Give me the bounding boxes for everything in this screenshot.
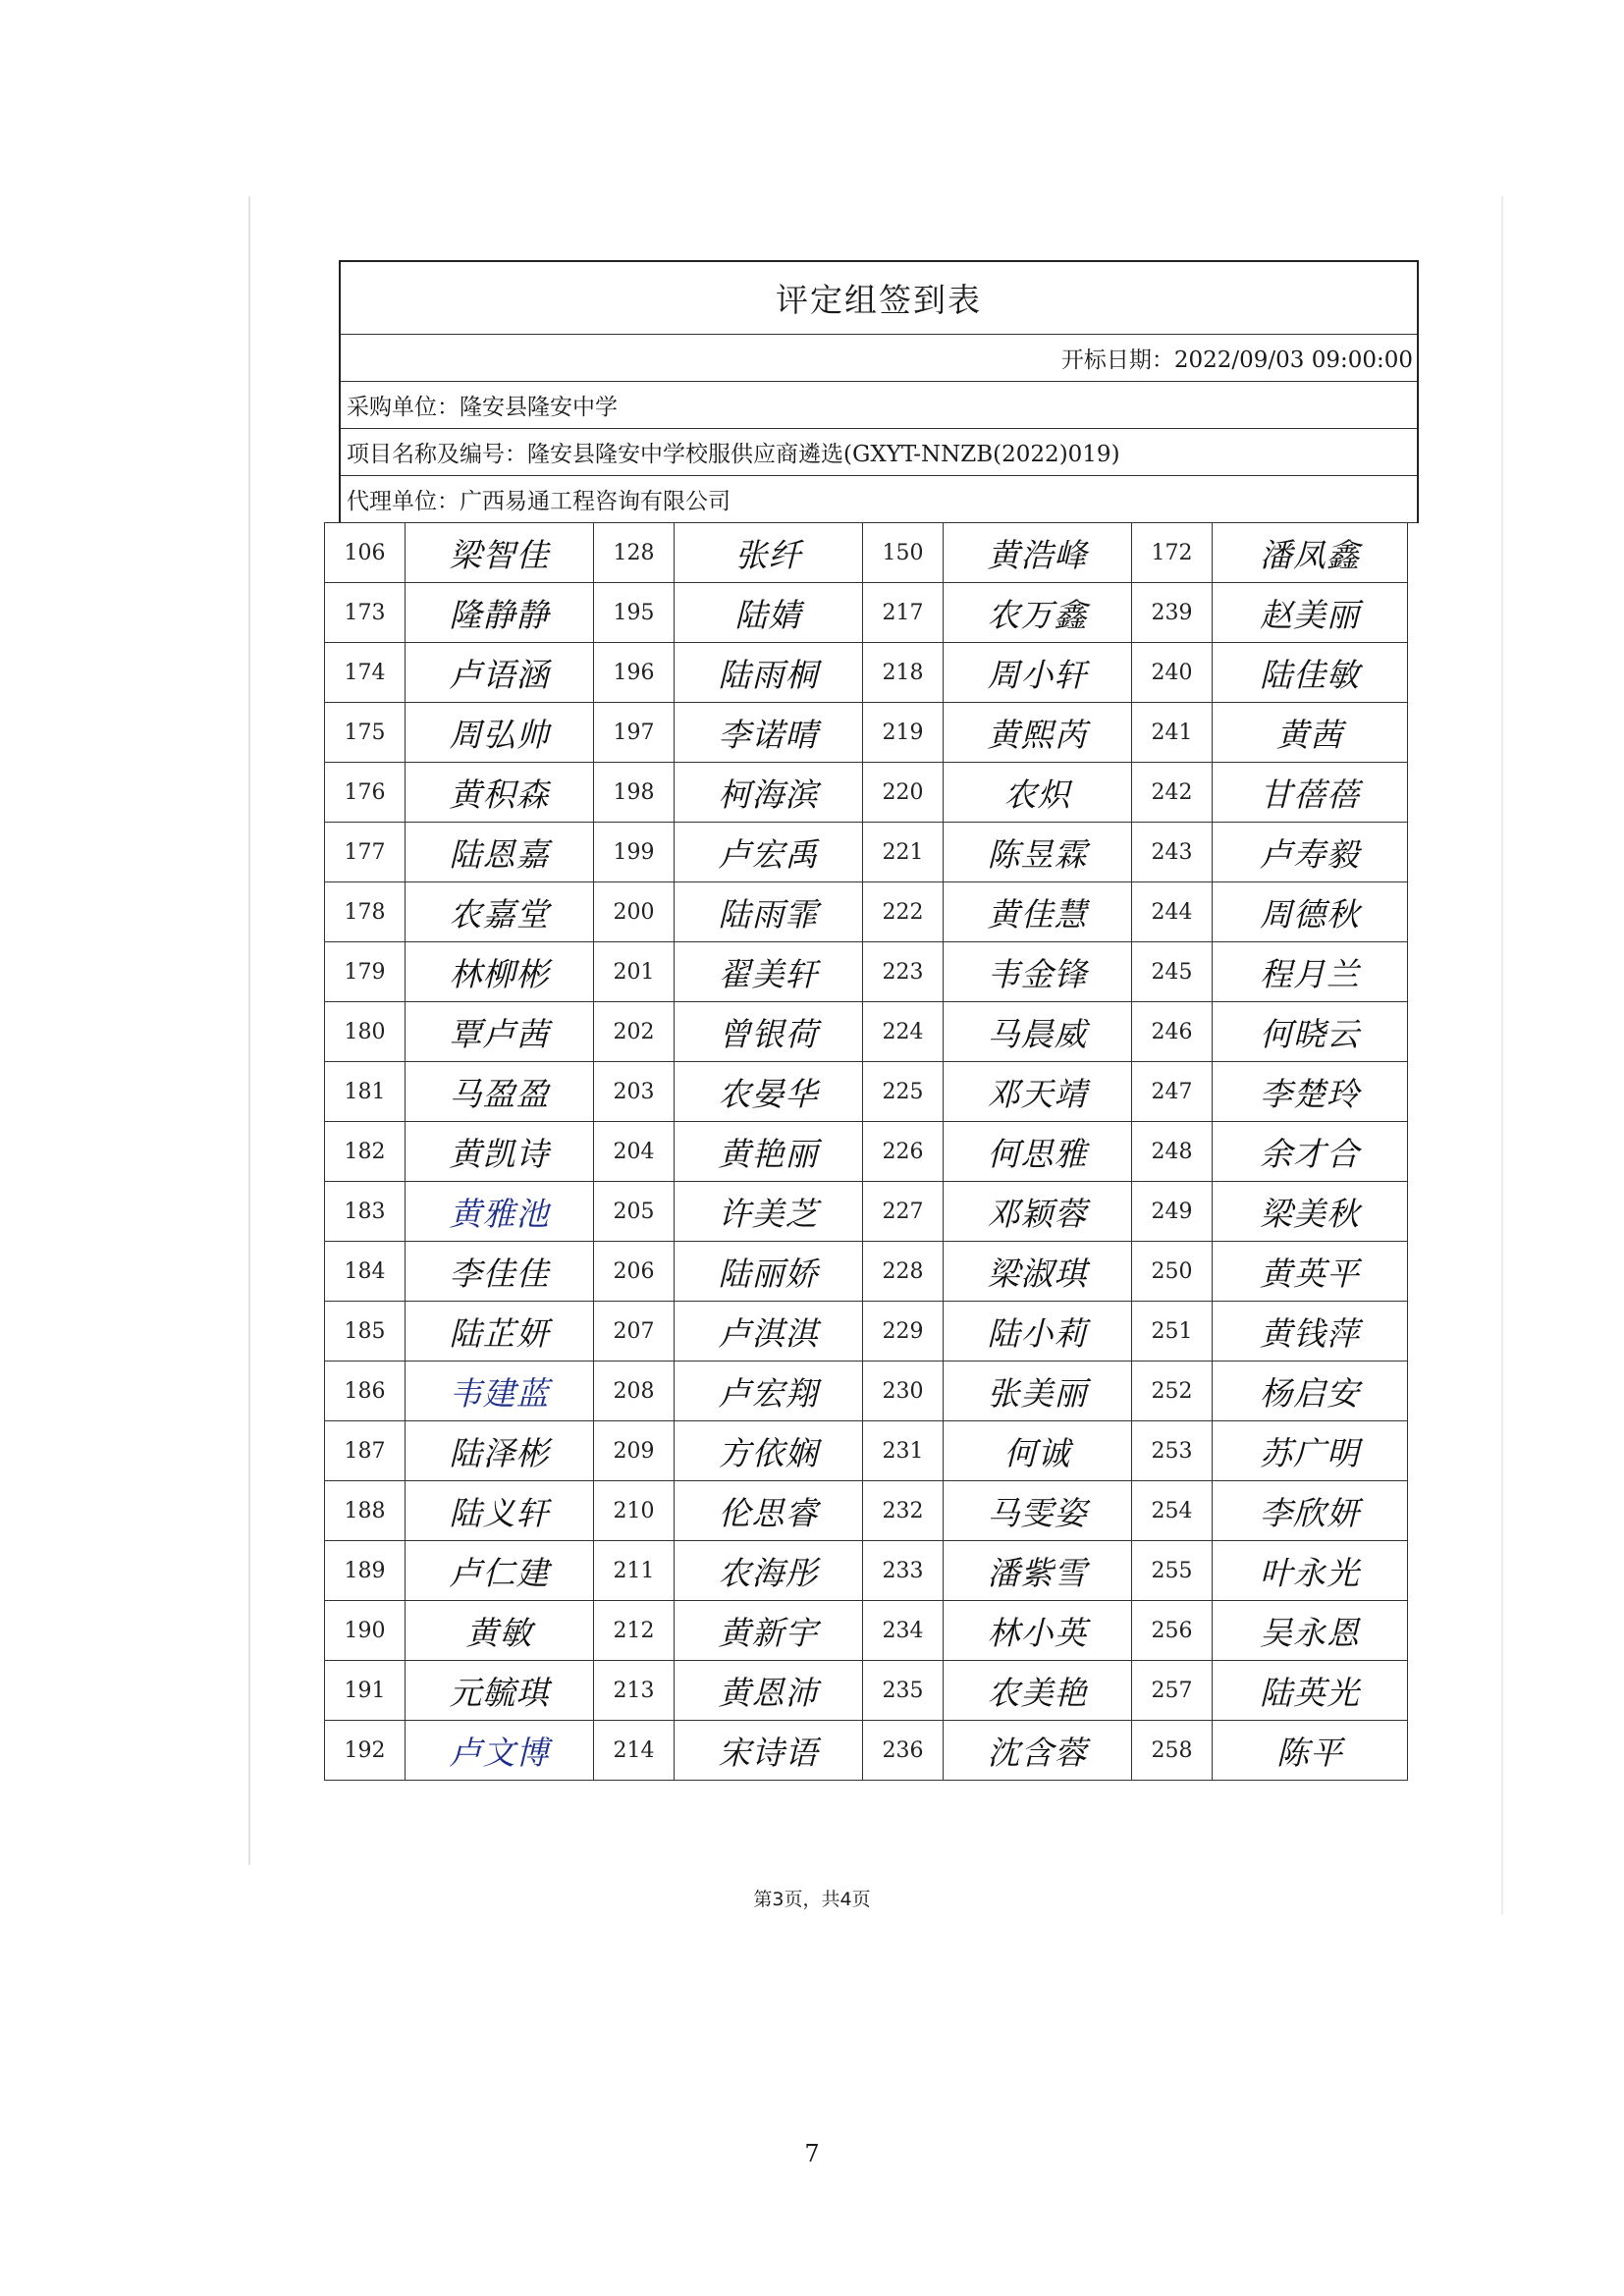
seat-number: 173	[325, 583, 406, 643]
signature: 隆静静	[406, 583, 594, 643]
signature: 张美丽	[944, 1362, 1132, 1421]
seat-number: 204	[594, 1122, 675, 1182]
signature: 李楚玲	[1213, 1062, 1408, 1122]
seat-number: 175	[325, 703, 406, 763]
table-row	[325, 1601, 1408, 1661]
signature: 叶永光	[1213, 1541, 1408, 1601]
seat-number: 191	[325, 1661, 406, 1721]
table-row	[325, 1661, 1408, 1721]
signature: 许美芝	[675, 1182, 863, 1242]
signature: 张纤	[675, 523, 863, 583]
signature: 李欣妍	[1213, 1481, 1408, 1541]
signature: 吴永恩	[1213, 1601, 1408, 1661]
seat-number: 222	[863, 882, 944, 942]
seat-number: 179	[325, 942, 406, 1002]
signature: 黄凯诗	[406, 1122, 594, 1182]
signature: 曾银荷	[675, 1002, 863, 1062]
seat-number: 217	[863, 583, 944, 643]
signature: 黄茜	[1213, 703, 1408, 763]
signature: 卢淇淇	[675, 1302, 863, 1362]
signature: 李佳佳	[406, 1242, 594, 1302]
seat-number: 196	[594, 643, 675, 703]
signature: 梁智佳	[406, 523, 594, 583]
signature: 黄熙芮	[944, 703, 1132, 763]
purchaser: 采购单位：隆安县隆安中学	[341, 382, 1417, 429]
signature: 陆义轩	[406, 1481, 594, 1541]
seat-number: 197	[594, 703, 675, 763]
seat-number: 211	[594, 1541, 675, 1601]
table-row	[325, 1062, 1408, 1122]
signature: 林小英	[944, 1601, 1132, 1661]
signature: 杨启安	[1213, 1362, 1408, 1421]
seat-number: 213	[594, 1661, 675, 1721]
sign-in-form	[339, 260, 1419, 523]
signature: 陆英光	[1213, 1661, 1408, 1721]
agent: 代理单位：广西易通工程咨询有限公司	[341, 476, 1417, 523]
seat-number: 241	[1132, 703, 1213, 763]
seat-number: 198	[594, 763, 675, 823]
signature: 梁美秋	[1213, 1182, 1408, 1242]
signature: 陆佳敏	[1213, 643, 1408, 703]
opening-date: 开标日期：2022/09/03 09:00:00	[341, 335, 1417, 382]
table-row	[325, 1242, 1408, 1302]
signature: 黄雅池	[406, 1182, 594, 1242]
signature: 农晏华	[675, 1062, 863, 1122]
signature: 陈平	[1213, 1721, 1408, 1781]
seat-number: 223	[863, 942, 944, 1002]
signature: 马晨威	[944, 1002, 1132, 1062]
project-name: 项目名称及编号：隆安县隆安中学校服供应商遴选(GXYT-NNZB(2022)019)	[341, 429, 1417, 476]
seat-number: 201	[594, 942, 675, 1002]
signature: 陆婧	[675, 583, 863, 643]
seat-number: 209	[594, 1421, 675, 1481]
seat-number: 206	[594, 1242, 675, 1302]
signature: 伦思睿	[675, 1481, 863, 1541]
seat-number: 227	[863, 1182, 944, 1242]
signature: 何思雅	[944, 1122, 1132, 1182]
seat-number: 232	[863, 1481, 944, 1541]
signature: 潘紫雪	[944, 1541, 1132, 1601]
signature: 黄积森	[406, 763, 594, 823]
signature: 黄钱萍	[1213, 1302, 1408, 1362]
seat-number: 250	[1132, 1242, 1213, 1302]
signature: 潘凤鑫	[1213, 523, 1408, 583]
seat-number: 192	[325, 1721, 406, 1781]
seat-number: 230	[863, 1362, 944, 1421]
table-row	[325, 583, 1408, 643]
signature: 马盈盈	[406, 1062, 594, 1122]
seat-number: 214	[594, 1721, 675, 1781]
form-title: 评定组签到表	[341, 262, 1417, 335]
seat-number: 199	[594, 823, 675, 882]
signature: 何诚	[944, 1421, 1132, 1481]
seat-number: 128	[594, 523, 675, 583]
signature: 农万鑫	[944, 583, 1132, 643]
seat-number: 251	[1132, 1302, 1213, 1362]
seat-number: 172	[1132, 523, 1213, 583]
signature: 宋诗语	[675, 1721, 863, 1781]
signature: 沈含蓉	[944, 1721, 1132, 1781]
seat-number: 229	[863, 1302, 944, 1362]
seat-number: 236	[863, 1721, 944, 1781]
seat-number: 207	[594, 1302, 675, 1362]
table-row	[325, 1421, 1408, 1481]
table-row	[325, 882, 1408, 942]
signature: 马雯姿	[944, 1481, 1132, 1541]
signature: 黄新宇	[675, 1601, 863, 1661]
signature: 元毓琪	[406, 1661, 594, 1721]
seat-number: 195	[594, 583, 675, 643]
signature: 农炽	[944, 763, 1132, 823]
seat-number: 190	[325, 1601, 406, 1661]
seat-number: 242	[1132, 763, 1213, 823]
signature: 陆芷妍	[406, 1302, 594, 1362]
seat-number: 208	[594, 1362, 675, 1421]
seat-number: 187	[325, 1421, 406, 1481]
seat-number: 220	[863, 763, 944, 823]
signature: 农嘉堂	[406, 882, 594, 942]
signature: 柯海滨	[675, 763, 863, 823]
form-header	[339, 260, 1419, 523]
signature: 黄敏	[406, 1601, 594, 1661]
seat-number: 178	[325, 882, 406, 942]
seat-number: 231	[863, 1421, 944, 1481]
signature: 陆恩嘉	[406, 823, 594, 882]
signature: 林柳彬	[406, 942, 594, 1002]
table-row	[325, 703, 1408, 763]
table-row	[325, 1302, 1408, 1362]
seat-number: 255	[1132, 1541, 1213, 1601]
signature: 卢寿毅	[1213, 823, 1408, 882]
seat-number: 257	[1132, 1661, 1213, 1721]
seat-number: 188	[325, 1481, 406, 1541]
table-row	[325, 643, 1408, 703]
seat-number: 205	[594, 1182, 675, 1242]
seat-number: 228	[863, 1242, 944, 1302]
seat-number: 183	[325, 1182, 406, 1242]
seat-number: 176	[325, 763, 406, 823]
signature: 陆泽彬	[406, 1421, 594, 1481]
seat-number: 249	[1132, 1182, 1213, 1242]
signature: 黄艳丽	[675, 1122, 863, 1182]
signature: 黄恩沛	[675, 1661, 863, 1721]
seat-number: 247	[1132, 1062, 1213, 1122]
scan-edge-right	[1501, 196, 1503, 1914]
seat-number: 184	[325, 1242, 406, 1302]
table-row	[325, 1002, 1408, 1062]
signature: 李诺晴	[675, 703, 863, 763]
seat-number: 210	[594, 1481, 675, 1541]
seat-number: 233	[863, 1541, 944, 1601]
seat-number: 150	[863, 523, 944, 583]
signature: 苏广明	[1213, 1421, 1408, 1481]
seat-number: 243	[1132, 823, 1213, 882]
seat-number: 253	[1132, 1421, 1213, 1481]
signature: 陈昱霖	[944, 823, 1132, 882]
table-row	[325, 823, 1408, 882]
seat-number: 106	[325, 523, 406, 583]
seat-number: 239	[1132, 583, 1213, 643]
signature: 黄英平	[1213, 1242, 1408, 1302]
table-row	[325, 942, 1408, 1002]
signature-table	[324, 522, 1408, 1781]
signature: 陆雨桐	[675, 643, 863, 703]
signature: 卢宏禹	[675, 823, 863, 882]
seat-number: 185	[325, 1302, 406, 1362]
signature: 余才合	[1213, 1122, 1408, 1182]
seat-number: 174	[325, 643, 406, 703]
page-number: 7	[804, 2140, 820, 2167]
signature: 黄佳慧	[944, 882, 1132, 942]
seat-number: 218	[863, 643, 944, 703]
seat-number: 177	[325, 823, 406, 882]
signature: 覃卢茜	[406, 1002, 594, 1062]
seat-number: 221	[863, 823, 944, 882]
table-row	[325, 763, 1408, 823]
seat-number: 244	[1132, 882, 1213, 942]
seat-number: 202	[594, 1002, 675, 1062]
seat-number: 235	[863, 1661, 944, 1721]
seat-number: 182	[325, 1122, 406, 1182]
signature: 陆丽娇	[675, 1242, 863, 1302]
signature: 邓天靖	[944, 1062, 1132, 1122]
seat-number: 252	[1132, 1362, 1213, 1421]
scan-edge-left	[248, 196, 250, 1865]
signature: 农美艳	[944, 1661, 1132, 1721]
signature: 方依娴	[675, 1421, 863, 1481]
seat-number: 245	[1132, 942, 1213, 1002]
seat-number: 189	[325, 1541, 406, 1601]
table-row	[325, 1362, 1408, 1421]
seat-number: 246	[1132, 1002, 1213, 1062]
table-row	[325, 523, 1408, 583]
seat-number: 203	[594, 1062, 675, 1122]
seat-number: 226	[863, 1122, 944, 1182]
seat-number: 225	[863, 1062, 944, 1122]
page-footer: 第3页，共4页	[753, 1889, 871, 1910]
table-row	[325, 1721, 1408, 1781]
seat-number: 240	[1132, 643, 1213, 703]
signature: 周德秋	[1213, 882, 1408, 942]
seat-number: 180	[325, 1002, 406, 1062]
table-row	[325, 1481, 1408, 1541]
signature: 陆雨霏	[675, 882, 863, 942]
signature: 梁淑琪	[944, 1242, 1132, 1302]
seat-number: 200	[594, 882, 675, 942]
signature: 卢语涵	[406, 643, 594, 703]
signature: 程月兰	[1213, 942, 1408, 1002]
seat-number: 219	[863, 703, 944, 763]
seat-number: 186	[325, 1362, 406, 1421]
signature: 黄浩峰	[944, 523, 1132, 583]
table-row	[325, 1182, 1408, 1242]
signature: 陆小莉	[944, 1302, 1132, 1362]
signature: 卢宏翔	[675, 1362, 863, 1421]
seat-number: 181	[325, 1062, 406, 1122]
signature: 赵美丽	[1213, 583, 1408, 643]
signature: 周小轩	[944, 643, 1132, 703]
seat-number: 256	[1132, 1601, 1213, 1661]
seat-number: 234	[863, 1601, 944, 1661]
seat-number: 224	[863, 1002, 944, 1062]
seat-number: 254	[1132, 1481, 1213, 1541]
signature: 卢文博	[406, 1721, 594, 1781]
seat-number: 212	[594, 1601, 675, 1661]
signature: 韦金锋	[944, 942, 1132, 1002]
signature: 周弘帅	[406, 703, 594, 763]
signature: 甘蓓蓓	[1213, 763, 1408, 823]
signature: 邓颖蓉	[944, 1182, 1132, 1242]
signature: 何晓云	[1213, 1002, 1408, 1062]
seat-number: 258	[1132, 1721, 1213, 1781]
signature: 农海彤	[675, 1541, 863, 1601]
table-row	[325, 1541, 1408, 1601]
signature: 韦建蓝	[406, 1362, 594, 1421]
seat-number: 248	[1132, 1122, 1213, 1182]
signature: 翟美轩	[675, 942, 863, 1002]
signature: 卢仁建	[406, 1541, 594, 1601]
table-row	[325, 1122, 1408, 1182]
